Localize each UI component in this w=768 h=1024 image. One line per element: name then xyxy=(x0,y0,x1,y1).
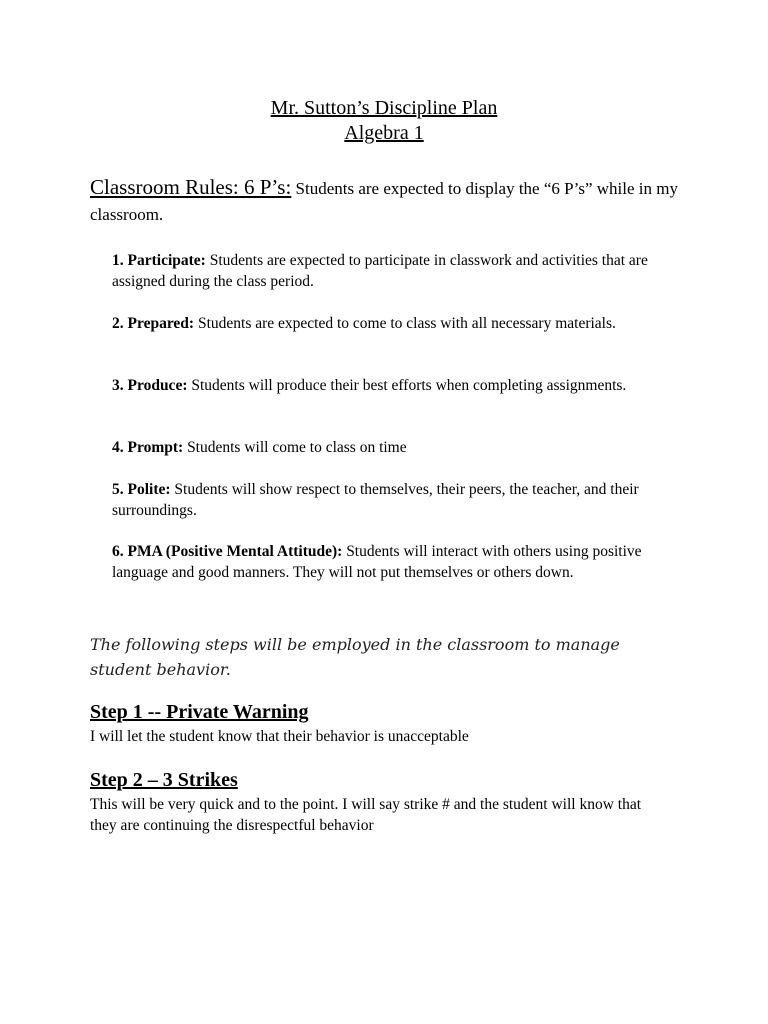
rule-item-participate xyxy=(112,250,692,292)
title-block xyxy=(0,96,768,146)
rule-label: 6. PMA (Positive Mental Attitude): xyxy=(112,543,343,560)
rule-item-polite xyxy=(112,479,692,521)
rule-item-produce xyxy=(112,375,692,396)
rules-intro xyxy=(90,174,690,228)
step-1-heading: Step 1 -- Private Warning xyxy=(90,701,309,723)
rules-intro-text: Students are expected to display the “6 P’s” while in my classroom. xyxy=(90,179,678,224)
rule-text: Students will produce their best efforts when completing assignments. xyxy=(187,377,627,394)
behavior-note: The following steps will be employed in the classroom to manage student behavior. xyxy=(90,635,620,679)
rule-label: 3. Produce: xyxy=(112,377,188,394)
step-1-text: I will let the student know that their behavior is unacceptable xyxy=(90,728,469,745)
rule-item-pma xyxy=(112,541,692,583)
rule-text: Students will interact with others using positive language and good manners. They will not put themselves or others down. xyxy=(112,543,642,581)
step-2-text: This will be very quick and to the point. I will say strike # and the student will know that they are continuing the disrespectful behavior xyxy=(90,796,642,834)
step-2-heading: Step 2 – 3 Strikes xyxy=(90,769,238,791)
document-subtitle: Algebra 1 xyxy=(344,122,424,144)
document-title: Mr. Sutton’s Discipline Plan xyxy=(270,97,498,119)
rule-text: Students will come to class on time xyxy=(183,439,407,456)
rule-label: 2. Prepared: xyxy=(112,315,195,332)
rule-text: Students will show respect to themselves, their peers, the teacher, and their surroundings. xyxy=(112,481,639,519)
rule-label: 4. Prompt: xyxy=(112,439,184,456)
rule-label: 5. Polite: xyxy=(112,481,171,498)
rule-item-prompt xyxy=(112,437,692,458)
rule-label: 1. Participate: xyxy=(112,252,206,269)
rule-text: Students are expected to participate in classwork and activities that are assigned during the class period. xyxy=(112,252,648,290)
rules-heading: Classroom Rules: 6 P’s: xyxy=(90,175,292,199)
rule-item-prepared xyxy=(112,313,692,334)
rule-text: Students are expected to come to class with all necessary materials. xyxy=(194,315,616,332)
